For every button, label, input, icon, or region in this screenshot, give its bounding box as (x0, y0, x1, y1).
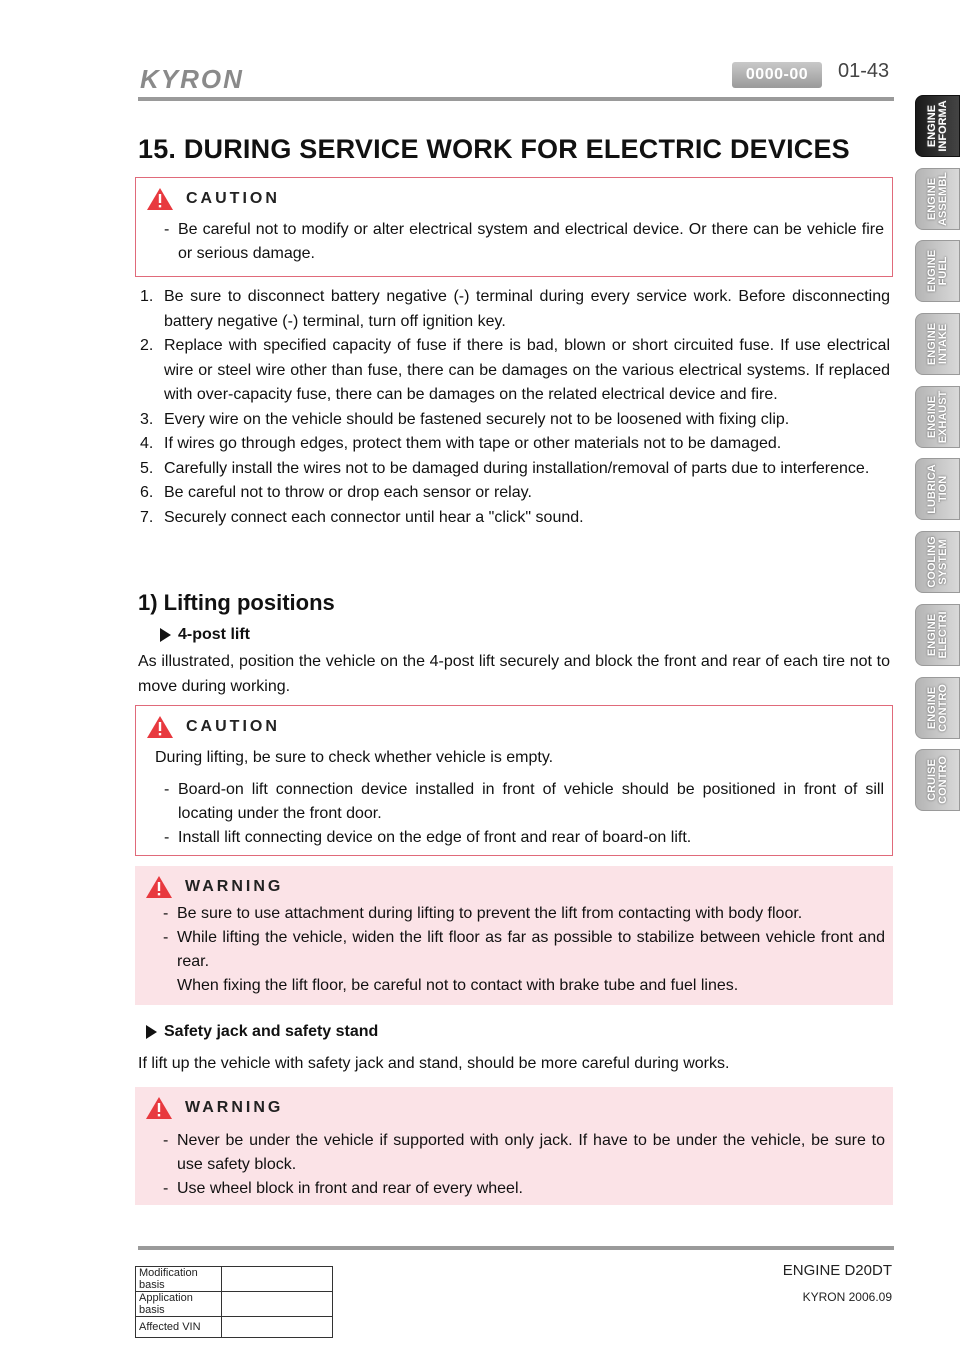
caution-item: - Board-on lift connection device installed in front of vehicle should be positioned in front of sill locating under the front door. (164, 781, 884, 822)
caution-header (146, 714, 280, 740)
tab-engine-fuel[interactable]: ENGINE FUEL (915, 240, 960, 302)
tab-cruise-control[interactable]: CRUISE CONTRO (915, 749, 960, 811)
lift-heading (160, 626, 250, 644)
tab-engine-exhaust[interactable]: ENGINE EXHAUST (915, 386, 960, 448)
table-value (222, 1267, 333, 1292)
step-item: 1. Be sure to disconnect battery negative (-) terminal during every service work. Before disconnecting battery negative (-) terminal, turn off ignition key. (140, 288, 890, 330)
tab-lubrication[interactable]: LUBRICA TION (915, 458, 960, 520)
caution-header (146, 186, 280, 212)
tab-engine-control[interactable]: ENGINE CONTRO (915, 677, 960, 739)
tab-engine-intake[interactable]: ENGINE INTAKE (915, 313, 960, 375)
step-item: 3. Every wire on the vehicle should be fastened securely not to be loosened with fixing clip. (140, 410, 790, 428)
triangle-bullet-icon (146, 1025, 157, 1039)
lift-heading-text: 4-post lift (178, 626, 250, 643)
table-value (222, 1317, 333, 1338)
warning-item: - While lifting the vehicle, widen the lift floor as far as possible to stabilize between vehicle front and rear. (163, 929, 885, 970)
warning-triangle-icon (145, 1096, 173, 1120)
table-key: Application basis (136, 1292, 222, 1317)
step-item: 5. Carefully install the wires not to be damaged during installation/removal of parts due to interference. (140, 459, 870, 477)
caution-box-1 (135, 177, 893, 277)
footer-rule (138, 1246, 894, 1250)
warning-note: When fixing the lift floor, be careful not to contact with brake tube and fuel lines. (177, 977, 739, 994)
warning-item: - Be sure to use attachment during lifting to prevent the lift from contacting with body floor. (163, 905, 803, 922)
warning-triangle-icon (146, 715, 174, 739)
warning-header (145, 874, 283, 900)
warning-header (145, 1095, 283, 1121)
header-rule (138, 97, 894, 101)
warning-box-2 (135, 1087, 893, 1205)
caution-item: - Be careful not to modify or alter electrical system and electrical device. Or there can be vehicle fire or serious damage. (164, 221, 884, 262)
table-row (136, 1292, 333, 1317)
page-title: 15. DURING SERVICE WORK FOR ELECTRIC DEVICES (138, 134, 850, 164)
jack-heading (146, 1023, 378, 1041)
modification-table (135, 1266, 333, 1338)
caution-label: CAUTION (186, 190, 280, 207)
step-item: 7. Securely connect each connector until hear a "click" sound. (140, 508, 584, 526)
tab-engine-electrical[interactable]: ENGINE ELECTRI (915, 604, 960, 666)
footer-engine-label: ENGINE D20DT (782, 1262, 892, 1279)
service-steps-list (138, 285, 890, 530)
table-row (136, 1317, 333, 1338)
tab-engine-assembly[interactable]: ENGINE ASSEMBL (915, 168, 960, 230)
section-heading: 1) Lifting positions (138, 590, 335, 615)
warning-label: WARNING (185, 878, 284, 895)
warning-box-1 (135, 866, 893, 1005)
logo-text: KYRON (140, 64, 244, 94)
step-item: 4. If wires go through edges, protect them with tape or other materials not to be damaged. (140, 435, 782, 452)
warning-item: - Never be under the vehicle if supported with only jack. If have to be under the vehicle, be sure to use safety block. (163, 1132, 885, 1173)
lift-paragraph: As illustrated, position the vehicle on the 4-post lift securely and block the front and rear of each tire not to move during working. (138, 653, 890, 695)
step-item: 2. Replace with specified capacity of fuse if there is bad, blown or short circuited fuse. If use electrical wire or steel wire other than fuse, there can be damages on the various electrical systems. If replaced with over-capacity fuse, there can be damages on the related electrical device and fire. (140, 337, 890, 403)
tab-cooling-system[interactable]: COOLING SYSTEM (915, 531, 960, 593)
kyron-logo (138, 64, 283, 94)
warning-label: WARNING (185, 1099, 284, 1116)
section-code-badge: 0000-00 (732, 62, 822, 88)
warning-triangle-icon (146, 187, 174, 211)
jack-heading-text: Safety jack and safety stand (164, 1023, 379, 1040)
table-key: Affected VIN (136, 1317, 222, 1338)
step-item: 6. Be careful not to throw or drop each sensor or relay. (140, 484, 532, 501)
triangle-bullet-icon (160, 628, 171, 642)
caution-label: CAUTION (186, 718, 280, 735)
footer-model-label: KYRON 2006.09 (802, 1290, 892, 1304)
warning-triangle-icon (145, 875, 173, 899)
table-key: Modification basis (136, 1267, 222, 1292)
jack-paragraph: If lift up the vehicle with safety jack and stand, should be more careful during works. (138, 1055, 730, 1072)
caution-item: - Install lift connecting device on the edge of front and rear of board-on lift. (164, 829, 692, 846)
table-value (222, 1292, 333, 1317)
table-row (136, 1267, 333, 1292)
tab-engine-information[interactable]: ENGINE INFORMA (915, 95, 960, 157)
caution-intro: During lifting, be sure to check whether vehicle is empty. (155, 749, 554, 766)
page-number: 01-43 (838, 60, 890, 82)
warning-item: - Use wheel block in front and rear of every wheel. (163, 1180, 523, 1197)
caution-box-2 (135, 705, 893, 856)
